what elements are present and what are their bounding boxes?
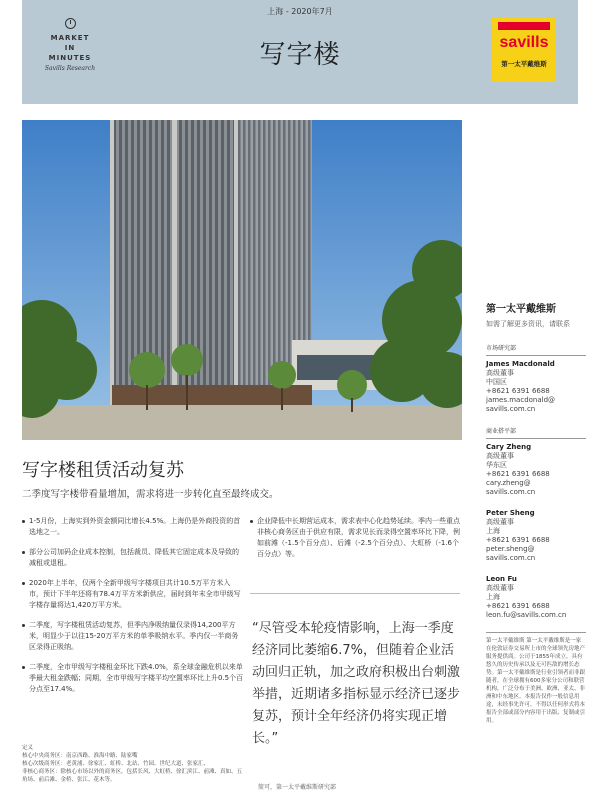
contact-sidebar	[486, 300, 586, 725]
bullet-text: 部分公司加码企业成本控制，包括裁员、降低其它固定成本及导致的减租或退租。	[29, 548, 239, 567]
quote-divider	[250, 593, 460, 594]
contact-name: Leon Fu	[486, 575, 517, 583]
contact-email-domain[interactable]: savills.com.cn	[486, 405, 536, 413]
quote-attribution: 简可，第一太平戴维斯研究部	[258, 784, 337, 791]
contact-email-domain[interactable]: savills.com.cn	[486, 488, 536, 496]
bullet-item	[22, 547, 244, 569]
contact-region: 中国区	[486, 378, 507, 386]
bullet-column-left	[22, 516, 244, 704]
firm-name: 第一太平戴维斯	[486, 304, 556, 315]
contact-title: 高级董事	[486, 369, 514, 377]
bullet-dot-icon	[22, 624, 25, 627]
bullet-dot-icon	[250, 520, 253, 523]
contact-name: Cary Zheng	[486, 443, 532, 451]
contact-card	[486, 575, 586, 620]
contact-name: James Macdonald	[486, 360, 555, 368]
contact-region: 上海	[486, 527, 500, 535]
definition-line: 核心次级商务区：老黄浦、徐家汇、虹桥、北站、竹园、世纪大道、张家汇、	[22, 761, 210, 767]
mim-subtitle: Savills Research	[44, 65, 96, 72]
bullet-text: 2020年上半年，仅两个全新甲级写字楼项目共计10.5万平方米入市，预计下半年还将有78.4万平方米新供应，届时到年末全市甲级写字楼存量将达1,420万平方米。	[29, 579, 241, 609]
bullet-item	[250, 516, 462, 560]
contact-phone: +8621 6391 6688	[486, 470, 550, 478]
contact-phone: +8621 6391 6688	[486, 536, 550, 544]
logo-red-bar	[498, 22, 550, 30]
contact-email[interactable]: cary.zheng@	[486, 479, 531, 487]
office-tower-illustration	[22, 120, 462, 440]
bullet-item	[22, 516, 244, 538]
header-band	[22, 0, 578, 104]
bullet-dot-icon	[22, 582, 25, 585]
contact-name: Peter Sheng	[486, 509, 535, 517]
contact-email[interactable]: peter.sheng@	[486, 545, 535, 553]
more-info-text: 如需了解更多资讯，请联系	[486, 320, 570, 328]
contact-phone: +8621 6391 6688	[486, 387, 550, 395]
department-heading: 商业搭平部	[486, 426, 586, 439]
mim-line: MINUTES	[48, 54, 92, 62]
mim-line: MARKET	[50, 34, 90, 42]
mim-line: IN	[64, 44, 76, 52]
bullet-item	[22, 620, 244, 653]
lead-paragraph: 二季度写字楼带看量增加，需求将进一步转化直至最终成交。	[22, 489, 279, 500]
bullet-text: 企业降低中长期营运成本，需求表中心化趋势延续。季内一些重点非核心商务区由于供应有限，需求见长而录得空置率环比下降，例如前滩（-1.5个百分点）、后滩（-2.5个百分点）、大虹桥（-1.6个百分点）等。	[257, 517, 460, 558]
contact-card	[486, 360, 586, 414]
contact-email[interactable]: leon.fu@savills.com.cn	[486, 611, 567, 619]
bullet-item	[22, 578, 244, 611]
contact-email-domain[interactable]: savills.com.cn	[486, 554, 536, 562]
contact-card	[486, 509, 586, 563]
contact-phone: +8621 6391 6688	[486, 602, 550, 610]
bullet-dot-icon	[22, 666, 25, 669]
bullet-text: 二季度，全市甲级写字楼租金环比下跌4.0%，系全球金融危机以来单季最大租金跌幅；同期，全市甲级写字楼平均空置率环比上升0.5个百分点至17.4%。	[29, 663, 244, 693]
clock-icon	[65, 18, 76, 29]
bullet-item	[22, 662, 244, 695]
cover-photo	[22, 120, 462, 440]
contact-title: 高级董事	[486, 518, 514, 526]
logo-word: savills	[499, 34, 549, 51]
contact-region: 上海	[486, 593, 500, 601]
department-heading: 市场研究部	[486, 343, 586, 356]
contact-region: 华东区	[486, 461, 507, 469]
main-headline: 写字楼租赁活动复苏	[22, 460, 184, 481]
savills-logo	[492, 18, 556, 82]
contact-title: 高级董事	[486, 584, 514, 592]
bullet-text: 1-5月份，上海实到外资金额同比增长4.5%。上海仍是外商投资的首选地之一。	[29, 517, 241, 536]
contact-title: 高级董事	[486, 452, 514, 460]
pull-quote: “尽管受本轮疫情影响，上海一季度经济同比萎缩6.7%，但随着企业活动回归正轨，加之政府积极出台刺激举措，近期诸多指标显示经济已逐步复苏，预计全年经济仍将实现正增长。”	[252, 621, 461, 746]
bullet-column-right	[250, 516, 462, 569]
logo-chinese: 第一太平戴维斯	[501, 60, 547, 68]
dateline: 上海 - 2020年7月	[267, 7, 333, 16]
bullet-dot-icon	[22, 551, 25, 554]
definition-line: 核心中央商务区：南京西路、淮海中路、陆家嘴	[22, 753, 138, 759]
definition-line: 非核心商务区：除核心市场以外的商务区，包括长风、大虹桥、徐汇滨江、前滩、真如、五角场、前后滩、金桥、张江、花木等。	[22, 769, 243, 783]
bullet-dot-icon	[22, 520, 25, 523]
contact-email[interactable]: james.macdonald@	[486, 396, 556, 404]
definitions-title: 定义	[22, 745, 34, 751]
page-title: 写字楼	[259, 40, 341, 70]
bullet-text: 二季度，写字楼租赁活动复苏，但季内净吸纳量仅录得14,200平方米，明显少于以往15-20万平方米的单季吸纳水平。季内仅一半商务区录得正吸纳。	[29, 621, 239, 651]
about-note: 第一太平戴维斯 第一太平戴维斯是一家在伦敦证券交易所上市的全球领先房地产服务提供商。公司于1855年成立，具有悠久的历史传承以及无可匹敌的增长态势。第一太平戴维斯是行业引领者而非跟随者，在全球拥有600多家分公司和联营机构，广泛分布于美洲、欧洲、亚太、非洲和中东地区。本报告仅作一般信息用途，未经事先许可，不得以任何形式将本报告全部或部分内容用于出版、复制或引用。	[486, 632, 586, 725]
contact-card	[486, 443, 586, 497]
definitions-block	[22, 744, 242, 784]
